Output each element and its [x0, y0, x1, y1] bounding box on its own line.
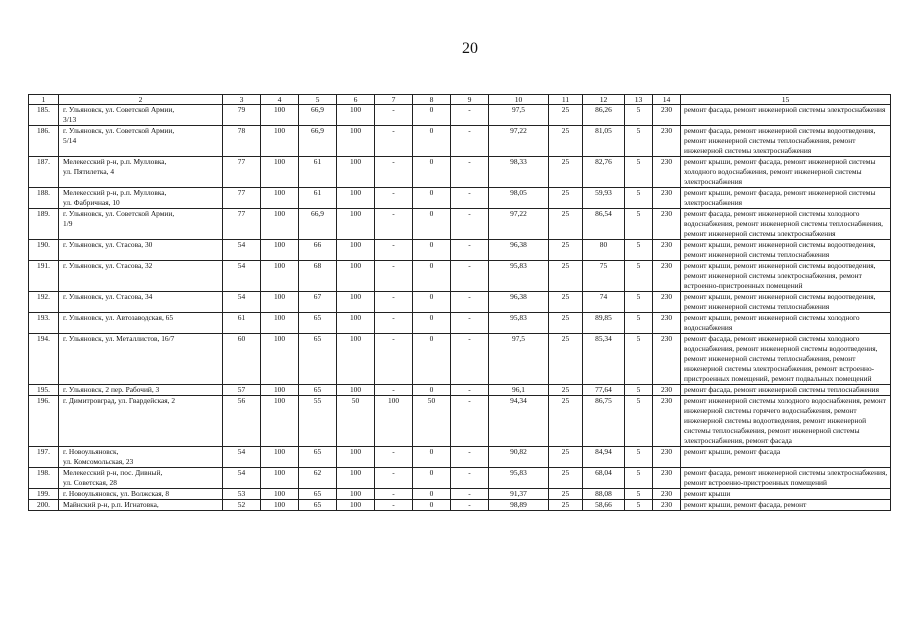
- table-row: [29, 385, 891, 396]
- col-13-cell: 5: [625, 261, 653, 292]
- col-10-cell: 91,37: [489, 489, 549, 500]
- col-12-cell: 59,93: [583, 188, 625, 209]
- col-7-cell: -: [375, 126, 413, 157]
- col-10-cell: 96,38: [489, 240, 549, 261]
- col-9-cell: -: [451, 209, 489, 240]
- address-cell: г. Ульяновск, ул. Советской Армии, 1/9: [59, 209, 223, 240]
- col-11-cell: 25: [549, 209, 583, 240]
- col-13-cell: 5: [625, 157, 653, 188]
- col-6-cell: 100: [337, 334, 375, 385]
- col-13-cell: 5: [625, 292, 653, 313]
- col-6-cell: 100: [337, 500, 375, 511]
- col-6-cell: 100: [337, 105, 375, 126]
- col-9-cell: -: [451, 396, 489, 447]
- col-9-cell: -: [451, 240, 489, 261]
- col-9-cell: -: [451, 313, 489, 334]
- work-types-cell: ремонт крыши, ремонт инженерной системы водоотведения, ремонт инженерной системы электроснабжения, ремонт встроенно-пристроенных помещений: [681, 261, 891, 292]
- col-14-cell: 230: [653, 209, 681, 240]
- col-6-cell: 100: [337, 489, 375, 500]
- table-row: [29, 489, 891, 500]
- address-cell: г. Новоульяновск, ул. Комсомольская, 23: [59, 447, 223, 468]
- col-8-cell: 0: [413, 188, 451, 209]
- col-11-cell: 25: [549, 105, 583, 126]
- work-types-cell: ремонт фасада, ремонт инженерной системы холодного водоснабжения, ремонт инженерной системы водоотведения, ремонт инженерной системы теплоснабжения, ремонт инженерной системы электроснабжения, ремонт встроенно-пристроенных помещений, ремонт подвальных помещений: [681, 334, 891, 385]
- col-9-cell: -: [451, 489, 489, 500]
- col-6-cell: 100: [337, 126, 375, 157]
- col-5-cell: 65: [299, 447, 337, 468]
- col-9-cell: -: [451, 261, 489, 292]
- col-13-cell: 5: [625, 489, 653, 500]
- row-number-cell: 195.: [29, 385, 59, 396]
- col-13-cell: 5: [625, 105, 653, 126]
- column-header-12: 12: [583, 95, 625, 105]
- address-cell: г. Ульяновск, ул. Советской Армии, 3/13: [59, 105, 223, 126]
- col-6-cell: 100: [337, 385, 375, 396]
- col-12-cell: 80: [583, 240, 625, 261]
- col-4-cell: 100: [261, 447, 299, 468]
- column-header-11: 11: [549, 95, 583, 105]
- col-3-cell: 54: [223, 447, 261, 468]
- work-types-cell: ремонт крыши, ремонт инженерной системы водоотведения, ремонт инженерной системы теплоснабжения: [681, 292, 891, 313]
- col-10-cell: 98,33: [489, 157, 549, 188]
- column-header-15: 15: [681, 95, 891, 105]
- col-9-cell: -: [451, 292, 489, 313]
- row-number-cell: 189.: [29, 209, 59, 240]
- work-types-cell: ремонт крыши, ремонт фасада, ремонт инженерной системы холодного водоснабжения, ремонт инженерной системы электроснабжения: [681, 157, 891, 188]
- col-10-cell: 97,22: [489, 126, 549, 157]
- col-4-cell: 100: [261, 261, 299, 292]
- col-7-cell: -: [375, 188, 413, 209]
- col-4-cell: 100: [261, 188, 299, 209]
- col-3-cell: 77: [223, 157, 261, 188]
- address-cell: г. Ульяновск, 2 пер. Рабочий, 3: [59, 385, 223, 396]
- table-row: [29, 468, 891, 489]
- table-body: [29, 105, 891, 511]
- col-3-cell: 54: [223, 240, 261, 261]
- col-12-cell: 89,85: [583, 313, 625, 334]
- col-8-cell: 0: [413, 489, 451, 500]
- col-5-cell: 65: [299, 334, 337, 385]
- col-11-cell: 25: [549, 126, 583, 157]
- row-number-cell: 186.: [29, 126, 59, 157]
- column-header-9: 9: [451, 95, 489, 105]
- column-header-10: 10: [489, 95, 549, 105]
- address-cell: г. Ульяновск, ул. Советской Армии, 5/14: [59, 126, 223, 157]
- col-4-cell: 100: [261, 500, 299, 511]
- column-header-14: 14: [653, 95, 681, 105]
- col-13-cell: 5: [625, 188, 653, 209]
- col-3-cell: 56: [223, 396, 261, 447]
- col-13-cell: 5: [625, 468, 653, 489]
- col-5-cell: 66: [299, 240, 337, 261]
- col-13-cell: 5: [625, 313, 653, 334]
- col-7-cell: -: [375, 468, 413, 489]
- col-13-cell: 5: [625, 447, 653, 468]
- col-8-cell: 0: [413, 313, 451, 334]
- work-types-cell: ремонт фасада, ремонт инженерной системы электроснабжения: [681, 105, 891, 126]
- table-row: [29, 126, 891, 157]
- address-cell: г. Ульяновск, ул. Металлистов, 16/7: [59, 334, 223, 385]
- work-types-cell: ремонт крыши: [681, 489, 891, 500]
- col-13-cell: 5: [625, 209, 653, 240]
- col-10-cell: 98,89: [489, 500, 549, 511]
- col-14-cell: 230: [653, 126, 681, 157]
- row-number-cell: 193.: [29, 313, 59, 334]
- column-header-3: 3: [223, 95, 261, 105]
- col-12-cell: 74: [583, 292, 625, 313]
- col-12-cell: 58,66: [583, 500, 625, 511]
- row-number-cell: 190.: [29, 240, 59, 261]
- col-4-cell: 100: [261, 292, 299, 313]
- address-cell: г. Димитровград, ул. Гвардейская, 2: [59, 396, 223, 447]
- col-14-cell: 230: [653, 500, 681, 511]
- column-header-1: 1: [29, 95, 59, 105]
- col-7-cell: -: [375, 385, 413, 396]
- address-cell: г. Ульяновск, ул. Стасова, 32: [59, 261, 223, 292]
- table-row: [29, 292, 891, 313]
- col-8-cell: 0: [413, 240, 451, 261]
- col-6-cell: 100: [337, 240, 375, 261]
- col-10-cell: 97,5: [489, 105, 549, 126]
- col-6-cell: 100: [337, 292, 375, 313]
- col-7-cell: -: [375, 292, 413, 313]
- col-7-cell: -: [375, 313, 413, 334]
- column-header-7: 7: [375, 95, 413, 105]
- col-6-cell: 100: [337, 188, 375, 209]
- col-11-cell: 25: [549, 385, 583, 396]
- col-3-cell: 52: [223, 500, 261, 511]
- work-types-cell: ремонт крыши, ремонт фасада: [681, 447, 891, 468]
- col-10-cell: 90,82: [489, 447, 549, 468]
- col-9-cell: -: [451, 447, 489, 468]
- col-4-cell: 100: [261, 334, 299, 385]
- col-7-cell: -: [375, 240, 413, 261]
- col-6-cell: 100: [337, 209, 375, 240]
- table-row: [29, 313, 891, 334]
- row-number-cell: 200.: [29, 500, 59, 511]
- col-3-cell: 54: [223, 261, 261, 292]
- col-12-cell: 77,64: [583, 385, 625, 396]
- col-5-cell: 61: [299, 188, 337, 209]
- col-5-cell: 55: [299, 396, 337, 447]
- col-5-cell: 68: [299, 261, 337, 292]
- col-11-cell: 25: [549, 292, 583, 313]
- col-13-cell: 5: [625, 126, 653, 157]
- col-5-cell: 65: [299, 500, 337, 511]
- work-types-cell: ремонт фасада, ремонт инженерной системы холодного водоснабжения, ремонт инженерной системы теплоснабжения, ремонт инженерной системы электроснабжения: [681, 209, 891, 240]
- col-3-cell: 53: [223, 489, 261, 500]
- col-11-cell: 25: [549, 240, 583, 261]
- col-10-cell: 98,05: [489, 188, 549, 209]
- col-3-cell: 54: [223, 292, 261, 313]
- col-14-cell: 230: [653, 468, 681, 489]
- col-6-cell: 100: [337, 447, 375, 468]
- work-types-cell: ремонт крыши, ремонт инженерной системы водоотведения, ремонт инженерной системы теплоснабжения: [681, 240, 891, 261]
- col-12-cell: 68,04: [583, 468, 625, 489]
- col-3-cell: 61: [223, 313, 261, 334]
- col-7-cell: -: [375, 447, 413, 468]
- col-14-cell: 230: [653, 261, 681, 292]
- address-cell: Мелекесский р-н, р.п. Мулловка, ул. Пятилетка, 4: [59, 157, 223, 188]
- col-14-cell: 230: [653, 385, 681, 396]
- address-cell: Мелекесский р-н, р.п. Мулловка, ул. Фабричная, 10: [59, 188, 223, 209]
- col-9-cell: -: [451, 105, 489, 126]
- col-7-cell: -: [375, 157, 413, 188]
- col-10-cell: 95,83: [489, 313, 549, 334]
- col-6-cell: 100: [337, 468, 375, 489]
- col-12-cell: 84,94: [583, 447, 625, 468]
- row-number-cell: 194.: [29, 334, 59, 385]
- work-types-cell: ремонт фасада, ремонт инженерной системы теплоснабжения: [681, 385, 891, 396]
- col-3-cell: 78: [223, 126, 261, 157]
- col-5-cell: 66,9: [299, 209, 337, 240]
- col-14-cell: 230: [653, 489, 681, 500]
- col-9-cell: -: [451, 334, 489, 385]
- col-12-cell: 85,34: [583, 334, 625, 385]
- work-types-cell: ремонт крыши, ремонт фасада, ремонт инженерной системы электроснабжения: [681, 188, 891, 209]
- col-9-cell: -: [451, 468, 489, 489]
- table-row: [29, 188, 891, 209]
- col-5-cell: 65: [299, 385, 337, 396]
- row-number-cell: 199.: [29, 489, 59, 500]
- col-6-cell: 100: [337, 157, 375, 188]
- col-12-cell: 88,08: [583, 489, 625, 500]
- col-14-cell: 230: [653, 240, 681, 261]
- col-13-cell: 5: [625, 396, 653, 447]
- col-10-cell: 95,83: [489, 261, 549, 292]
- table-row: [29, 157, 891, 188]
- table-header: [29, 95, 891, 105]
- col-3-cell: 77: [223, 188, 261, 209]
- col-6-cell: 50: [337, 396, 375, 447]
- table-row: [29, 261, 891, 292]
- row-number-cell: 197.: [29, 447, 59, 468]
- table-row: [29, 240, 891, 261]
- col-5-cell: 61: [299, 157, 337, 188]
- col-8-cell: 0: [413, 105, 451, 126]
- col-4-cell: 100: [261, 105, 299, 126]
- col-3-cell: 60: [223, 334, 261, 385]
- table-row: [29, 334, 891, 385]
- col-4-cell: 100: [261, 157, 299, 188]
- col-4-cell: 100: [261, 468, 299, 489]
- work-types-cell: ремонт инженерной системы холодного водоснабжения, ремонт инженерной системы горячего водоснабжения, ремонт инженерной системы водоотведения, ремонт инженерной системы теплоснабжения, ремонт инженерной системы электроснабжения, ремонт фасада: [681, 396, 891, 447]
- work-types-cell: ремонт крыши, ремонт инженерной системы холодного водоснабжения: [681, 313, 891, 334]
- col-3-cell: 79: [223, 105, 261, 126]
- col-10-cell: 97,5: [489, 334, 549, 385]
- col-8-cell: 0: [413, 447, 451, 468]
- col-10-cell: 95,83: [489, 468, 549, 489]
- col-13-cell: 5: [625, 385, 653, 396]
- column-header-8: 8: [413, 95, 451, 105]
- row-number-cell: 198.: [29, 468, 59, 489]
- col-5-cell: 66,9: [299, 126, 337, 157]
- col-14-cell: 230: [653, 157, 681, 188]
- col-5-cell: 62: [299, 468, 337, 489]
- col-9-cell: -: [451, 157, 489, 188]
- col-7-cell: -: [375, 209, 413, 240]
- col-12-cell: 81,05: [583, 126, 625, 157]
- col-11-cell: 25: [549, 489, 583, 500]
- col-9-cell: -: [451, 385, 489, 396]
- col-13-cell: 5: [625, 334, 653, 385]
- col-8-cell: 50: [413, 396, 451, 447]
- col-6-cell: 100: [337, 261, 375, 292]
- col-3-cell: 57: [223, 385, 261, 396]
- col-14-cell: 230: [653, 447, 681, 468]
- col-13-cell: 5: [625, 500, 653, 511]
- col-11-cell: 25: [549, 447, 583, 468]
- col-14-cell: 230: [653, 396, 681, 447]
- table-row: [29, 105, 891, 126]
- table-row: [29, 447, 891, 468]
- address-cell: г. Ульяновск, ул. Стасова, 34: [59, 292, 223, 313]
- repair-program-table: [28, 94, 890, 511]
- page-number: 20: [462, 40, 478, 57]
- row-number-cell: 196.: [29, 396, 59, 447]
- col-14-cell: 230: [653, 188, 681, 209]
- table-row: [29, 209, 891, 240]
- address-cell: Мелекесский р-н, пос. Дивный, ул. Советская, 28: [59, 468, 223, 489]
- address-cell: Майнский р-н, р.п. Игнатовка,: [59, 500, 223, 511]
- col-11-cell: 25: [549, 468, 583, 489]
- col-11-cell: 25: [549, 334, 583, 385]
- work-types-cell: ремонт фасада, ремонт инженерной системы водоотведения, ремонт инженерной системы теплоснабжения, ремонт инженерной системы электроснабжения: [681, 126, 891, 157]
- col-4-cell: 100: [261, 489, 299, 500]
- table-row: [29, 500, 891, 511]
- col-5-cell: 65: [299, 489, 337, 500]
- col-14-cell: 230: [653, 292, 681, 313]
- col-10-cell: 94,34: [489, 396, 549, 447]
- col-9-cell: -: [451, 188, 489, 209]
- col-4-cell: 100: [261, 240, 299, 261]
- col-14-cell: 230: [653, 313, 681, 334]
- address-cell: г. Ульяновск, ул. Стасова, 30: [59, 240, 223, 261]
- col-7-cell: -: [375, 334, 413, 385]
- column-header-13: 13: [625, 95, 653, 105]
- col-6-cell: 100: [337, 313, 375, 334]
- col-8-cell: 0: [413, 292, 451, 313]
- col-9-cell: -: [451, 500, 489, 511]
- col-8-cell: 0: [413, 334, 451, 385]
- col-4-cell: 100: [261, 209, 299, 240]
- column-header-2: 2: [59, 95, 223, 105]
- col-5-cell: 66,9: [299, 105, 337, 126]
- column-number-row: [29, 95, 891, 105]
- col-7-cell: -: [375, 105, 413, 126]
- col-12-cell: 86,26: [583, 105, 625, 126]
- table-row: [29, 396, 891, 447]
- column-header-6: 6: [337, 95, 375, 105]
- column-header-4: 4: [261, 95, 299, 105]
- row-number-cell: 185.: [29, 105, 59, 126]
- col-12-cell: 86,75: [583, 396, 625, 447]
- col-7-cell: 100: [375, 396, 413, 447]
- work-types-cell: ремонт крыши, ремонт фасада, ремонт: [681, 500, 891, 511]
- col-8-cell: 0: [413, 126, 451, 157]
- row-number-cell: 191.: [29, 261, 59, 292]
- col-4-cell: 100: [261, 385, 299, 396]
- col-9-cell: -: [451, 126, 489, 157]
- row-number-cell: 188.: [29, 188, 59, 209]
- col-12-cell: 75: [583, 261, 625, 292]
- col-7-cell: -: [375, 489, 413, 500]
- col-4-cell: 100: [261, 126, 299, 157]
- col-11-cell: 25: [549, 313, 583, 334]
- col-4-cell: 100: [261, 313, 299, 334]
- work-types-cell: ремонт фасада, ремонт инженерной системы электроснабжения, ремонт встроенно-пристроенных помещений: [681, 468, 891, 489]
- col-10-cell: 96,38: [489, 292, 549, 313]
- col-3-cell: 77: [223, 209, 261, 240]
- col-3-cell: 54: [223, 468, 261, 489]
- address-cell: г. Ульяновск, ул. Автозаводская, 65: [59, 313, 223, 334]
- col-10-cell: 96,1: [489, 385, 549, 396]
- col-13-cell: 5: [625, 240, 653, 261]
- col-14-cell: 230: [653, 105, 681, 126]
- col-11-cell: 25: [549, 188, 583, 209]
- row-number-cell: 192.: [29, 292, 59, 313]
- col-7-cell: -: [375, 261, 413, 292]
- col-8-cell: 0: [413, 261, 451, 292]
- col-4-cell: 100: [261, 396, 299, 447]
- row-number-cell: 187.: [29, 157, 59, 188]
- col-8-cell: 0: [413, 468, 451, 489]
- col-8-cell: 0: [413, 209, 451, 240]
- col-8-cell: 0: [413, 157, 451, 188]
- col-11-cell: 25: [549, 396, 583, 447]
- col-14-cell: 230: [653, 334, 681, 385]
- col-5-cell: 65: [299, 313, 337, 334]
- col-11-cell: 25: [549, 261, 583, 292]
- col-5-cell: 67: [299, 292, 337, 313]
- col-7-cell: -: [375, 500, 413, 511]
- col-10-cell: 97,22: [489, 209, 549, 240]
- col-8-cell: 0: [413, 385, 451, 396]
- col-11-cell: 25: [549, 157, 583, 188]
- col-12-cell: 82,76: [583, 157, 625, 188]
- col-12-cell: 86,54: [583, 209, 625, 240]
- address-cell: г. Новоульяновск, ул. Волжская, 8: [59, 489, 223, 500]
- column-header-5: 5: [299, 95, 337, 105]
- col-11-cell: 25: [549, 500, 583, 511]
- col-8-cell: 0: [413, 500, 451, 511]
